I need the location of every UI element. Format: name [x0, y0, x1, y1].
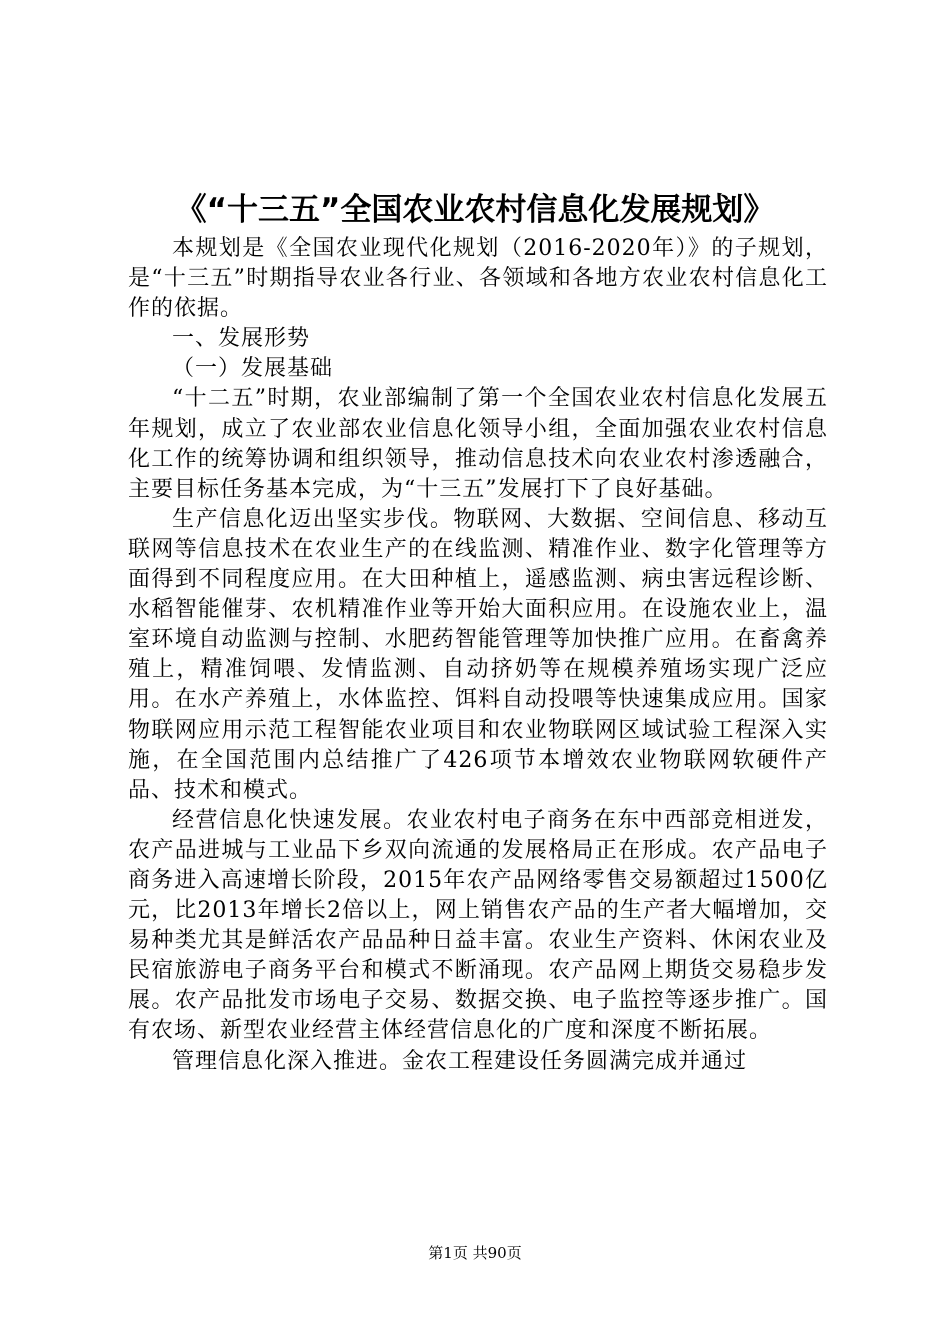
- paragraph-intro: 本规划是《全国农业现代化规划（2016-2020年）》的子规划，是“十三五”时期指导农业各行业、各领域和各地方农业农村信息化工作的依据。: [128, 236, 828, 322]
- section-heading: 一、发展形势: [172, 326, 311, 352]
- subsection-heading: （一）发展基础: [172, 356, 334, 382]
- paragraph-management: 管理信息化深入推进。金农工程建设任务圆满完成并通过: [172, 1048, 748, 1074]
- paragraph-operation: 经营信息化快速发展。农业农村电子商务在东中西部竞相迸发，农产品进城与工业品下乡双向流通的发展格局正在形成。农产品电子商务进入高速增长阶段，2015年农产品网络零售交易额超过1500亿元，比2013年增长2倍以上，网上销售农产品的生产者大幅增加，交易种类尤其是鲜活农产品品种日益丰富。农业生产资料、休闲农业及民宿旅游电子商务平台和模式不断涌现。农产品网上期货交易稳步发展。农产品批发市场电子交易、数据交换、电子监控等逐步推广。国有农场、新型农业经营主体经营信息化的广度和深度不断拓展。: [128, 807, 828, 1044]
- paragraph-production: 生产信息化迈出坚实步伐。物联网、大数据、空间信息、移动互联网等信息技术在农业生产的在线监测、精准作业、数字化管理等方面得到不同程度应用。在大田种植上，遥感监测、病虫害远程诊断、水稻智能催芽、农机精准作业等开始大面积应用。在设施农业上，温室环境自动监测与控制、水肥药智能管理等加快推广应用。在畜禽养殖上，精准饲喂、发情监测、自动挤奶等在规模养殖场实现广泛应用。在水产养殖上，水体监控、饵料自动投喂等快速集成应用。国家物联网应用示范工程智能农业项目和农业物联网区域试验工程深入实施，在全国范围内总结推广了426项节本增效农业物联网软硬件产品、技术和模式。: [128, 506, 828, 803]
- page-footer: 第1页 共90页: [428, 1244, 522, 1262]
- page-title: 《“十三五”全国农业农村信息化发展规划》: [175, 192, 775, 228]
- document-body: [128, 234, 828, 1077]
- paragraph-foundation: “十二五”时期，农业部编制了第一个全国农业农村信息化发展五年规划，成立了农业部农业信息化领导小组，全面加强农业农村信息化工作的统筹协调和组织领导，推动信息技术向农业农村渗透融合，主要目标任务基本完成，为“十三五”发展打下了良好基础。: [128, 386, 828, 502]
